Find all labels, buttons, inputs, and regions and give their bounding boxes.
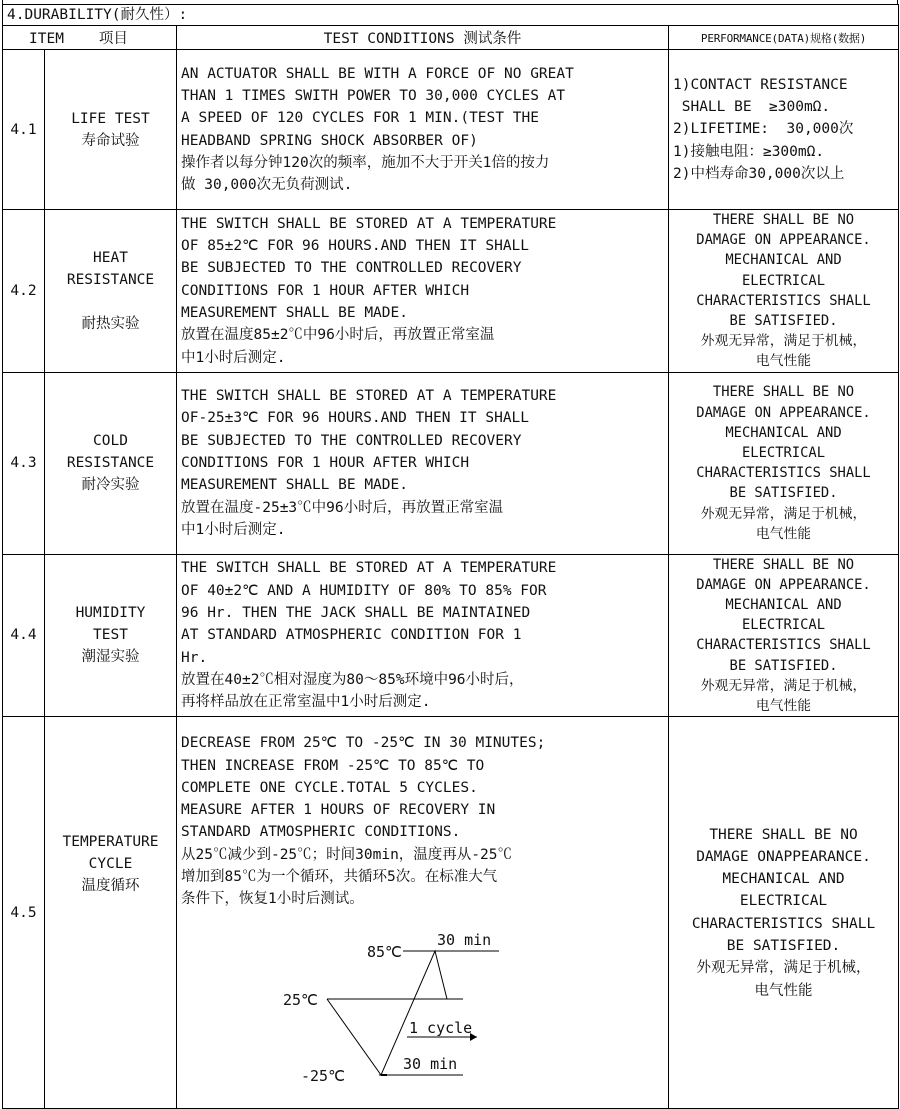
performance-line: BE SATISFIED.: [729, 485, 838, 502]
condition-line: 放置在温度85±2℃中96小时后，再放置正常室温: [181, 327, 495, 344]
item-name-line: CYCLE: [88, 856, 133, 873]
item-name-line: COLD: [93, 433, 128, 450]
performance-line: MECHANICAL AND: [725, 597, 842, 614]
item-name-line: TEST: [93, 627, 128, 644]
condition-line: 增加到85℃为一个循环，共循环5次。在标准大气: [181, 869, 498, 886]
performance-line: ELECTRICAL: [741, 444, 826, 461]
item-name-line: HEAT: [93, 249, 128, 266]
performance-line: 电气性能: [755, 353, 812, 370]
performance-spec: [669, 717, 899, 1109]
condition-line: AN ACTUATOR SHALL BE WITH A FORCE OF NO GREAT: [181, 65, 574, 82]
section-title-row: [3, 5, 899, 26]
condition-line: 从25℃减少到-25℃；时间30min，温度再从-25℃: [181, 846, 512, 863]
test-conditions: [177, 210, 669, 373]
performance-line: MECHANICAL AND: [725, 252, 842, 269]
condition-line: Hr.: [181, 649, 208, 666]
performance-spec: [669, 372, 899, 554]
item-name: [45, 50, 177, 210]
performance-line: MECHANICAL AND: [722, 871, 845, 888]
condition-line: 做 30,000次无负荷测试.: [181, 177, 353, 194]
condition-line: 操作者以每分钟120次的频率，施加不大于开关1倍的按力: [181, 154, 550, 171]
condition-line: A SPEED OF 120 CYCLES FOR 1 MIN.(TEST THE: [181, 110, 539, 127]
test-conditions: [177, 717, 669, 1109]
item-name-line: 潮湿实验: [81, 649, 140, 666]
performance-line: THERE SHALL BE NO: [712, 384, 855, 401]
item-name: [45, 717, 177, 1109]
performance-line: BE SATISFIED.: [726, 938, 841, 955]
condition-line: THE SWITCH SHALL BE STORED AT A TEMPERATURE: [181, 560, 557, 577]
performance-line: THERE SHALL BE NO: [712, 556, 855, 573]
item-number: 4.5: [3, 717, 45, 1109]
header-item: ITEM 项目: [3, 26, 177, 50]
item-name: [45, 372, 177, 554]
performance-line: DAMAGE ON APPEARANCE.: [696, 404, 871, 421]
condition-text-block: [181, 717, 668, 910]
condition-line: 96 Hr. THEN THE JACK SHALL BE MAINTAINED: [181, 604, 531, 621]
item-name-line: HUMIDITY: [75, 605, 146, 622]
condition-line: MEASUREMENT SHALL BE MADE.: [181, 477, 408, 494]
performance-line: DAMAGE ON APPEARANCE.: [696, 576, 871, 593]
label-minus25c: -25℃: [301, 1066, 345, 1085]
performance-spec: [669, 554, 899, 717]
performance-line: MECHANICAL AND: [725, 424, 842, 441]
performance-spec: [669, 210, 899, 373]
table-row: [3, 554, 899, 717]
item-name: [45, 210, 177, 373]
performance-line: SHALL BE ≥300mΩ.: [673, 99, 831, 116]
performance-line: 1)接触电阻：≥300mΩ.: [673, 143, 825, 160]
label-25c: 25℃: [283, 990, 318, 1009]
performance-line: 电气性能: [755, 698, 812, 715]
item-name-line: RESISTANCE: [66, 455, 155, 472]
condition-line: HEADBAND SPRING SHOCK ABSORBER OF): [181, 132, 478, 149]
condition-line: 放置在40±2℃相对湿度为80～85%环境中96小时后，: [181, 671, 524, 688]
condition-line: STANDARD ATMOSPHERIC CONDITIONS.: [181, 824, 461, 841]
condition-line: 条件下，恢复1小时后测试。: [181, 891, 364, 908]
condition-line: MEASURE AFTER 1 HOURS OF RECOVERY IN: [181, 802, 496, 819]
performance-line: CHARACTERISTICS SHALL: [696, 637, 871, 654]
condition-line: 再将样品放在正常室温中1小时后测定.: [181, 694, 431, 711]
condition-line: THAN 1 TIMES SWITH POWER TO 30,000 CYCLES AT: [181, 87, 566, 104]
condition-line: BE SUBJECTED TO THE CONTROLLED RECOVERY: [181, 432, 522, 449]
item-name-line: 耐热实验: [81, 315, 140, 332]
item-name: [45, 554, 177, 717]
performance-line: CHARACTERISTICS SHALL: [696, 292, 871, 309]
item-name-line: 温度循环: [81, 878, 140, 895]
item-name-line: 寿命试验: [81, 132, 140, 149]
item-number: 4.1: [3, 50, 45, 210]
performance-line: CHARACTERISTICS SHALL: [696, 465, 871, 482]
condition-line: BE SUBJECTED TO THE CONTROLLED RECOVERY: [181, 260, 522, 277]
item-number: 4.2: [3, 210, 45, 373]
table-row: [3, 372, 899, 554]
header-performance: PERFORMANCE(DATA)规格(数据): [669, 26, 899, 50]
item-name-line: 耐冷实验: [81, 477, 140, 494]
performance-line: 电气性能: [755, 525, 812, 542]
performance-line: 2)中档寿命30,000次以上: [673, 165, 845, 182]
test-conditions: [177, 554, 669, 717]
condition-line: CONDITIONS FOR 1 HOUR AFTER WHICH: [181, 282, 470, 299]
performance-line: BE SATISFIED.: [729, 313, 838, 330]
performance-line: BE SATISFIED.: [729, 657, 838, 674]
condition-line: OF 40±2℃ AND A HUMIDITY OF 80% TO 85% FOR: [181, 582, 547, 599]
header-row: [3, 26, 899, 50]
table-row: [3, 210, 899, 373]
label-bottom-30min: 30 min: [403, 1054, 458, 1073]
item-name-line: LIFE TEST: [71, 110, 150, 127]
item-name-line: RESISTANCE: [66, 271, 155, 288]
condition-line: MEASUREMENT SHALL BE MADE.: [181, 304, 408, 321]
section-title: 4.DURABILITY(耐久性）:: [3, 5, 899, 26]
test-conditions: [177, 50, 669, 210]
condition-line: AT STANDARD ATMOSPHERIC CONDITION FOR 1: [181, 627, 522, 644]
performance-line: ELECTRICAL: [741, 272, 826, 289]
performance-line: 2)LIFETIME: 30,000次: [673, 121, 854, 138]
condition-line: OF 85±2℃ FOR 96 HOURS.AND THEN IT SHALL: [181, 238, 530, 255]
performance-line: DAMAGE ON APPEARANCE.: [696, 232, 871, 249]
performance-spec: [669, 50, 899, 210]
label-1-cycle: 1 cycle: [409, 1018, 473, 1037]
performance-line: 1)CONTACT RESISTANCE: [673, 76, 848, 93]
performance-line: ELECTRICAL: [739, 893, 828, 910]
temperature-cycle-diagram: [181, 927, 501, 1091]
performance-line: THERE SHALL BE NO: [712, 212, 855, 228]
condition-line: 放置在温度-25±3℃中96小时后，再放置正常室温: [181, 499, 504, 516]
performance-line: CHARACTERISTICS SHALL: [691, 915, 876, 932]
condition-line: THEN INCREASE FROM -25℃ TO 85℃ TO: [181, 757, 485, 774]
performance-line: THERE SHALL BE NO: [709, 826, 858, 843]
table-row: [3, 717, 899, 1109]
performance-line: 外观无异常，满足于机械，: [700, 677, 867, 694]
item-number: 4.4: [3, 554, 45, 717]
condition-line: OF-25±3℃ FOR 96 HOURS.AND THEN IT SHALL: [181, 410, 530, 427]
header-conditions: TEST CONDITIONS 测试条件: [177, 26, 669, 50]
condition-line: 中1小时后测定.: [181, 521, 286, 538]
label-85c: 85℃: [367, 942, 402, 961]
item-number: 4.3: [3, 372, 45, 554]
performance-line: ELECTRICAL: [741, 617, 826, 634]
condition-line: CONDITIONS FOR 1 HOUR AFTER WHICH: [181, 454, 470, 471]
table-row: [3, 50, 899, 210]
condition-line: THE SWITCH SHALL BE STORED AT A TEMPERATURE: [181, 388, 557, 405]
label-top-30min: 30 min: [437, 930, 492, 949]
condition-line: DECREASE FROM 25℃ TO -25℃ IN 30 MINUTES;: [181, 735, 546, 752]
item-name-spacer: [45, 291, 176, 313]
condition-line: 中1小时后测定.: [181, 349, 286, 366]
condition-line: COMPLETE ONE CYCLE.TOTAL 5 CYCLES.: [181, 779, 478, 796]
performance-line: 外观无异常，满足于机械，: [700, 505, 867, 522]
test-conditions: [177, 372, 669, 554]
item-name-line: TEMPERATURE: [62, 834, 159, 851]
performance-line: 外观无异常，满足于机械，: [700, 333, 867, 350]
performance-line: 电气性能: [754, 982, 813, 999]
performance-line: 外观无异常，满足于机械，: [696, 960, 871, 977]
durability-table: [2, 4, 899, 1109]
performance-line: DAMAGE ONAPPEARANCE.: [696, 848, 871, 865]
condition-line: THE SWITCH SHALL BE STORED AT A TEMPERATURE: [181, 215, 557, 232]
